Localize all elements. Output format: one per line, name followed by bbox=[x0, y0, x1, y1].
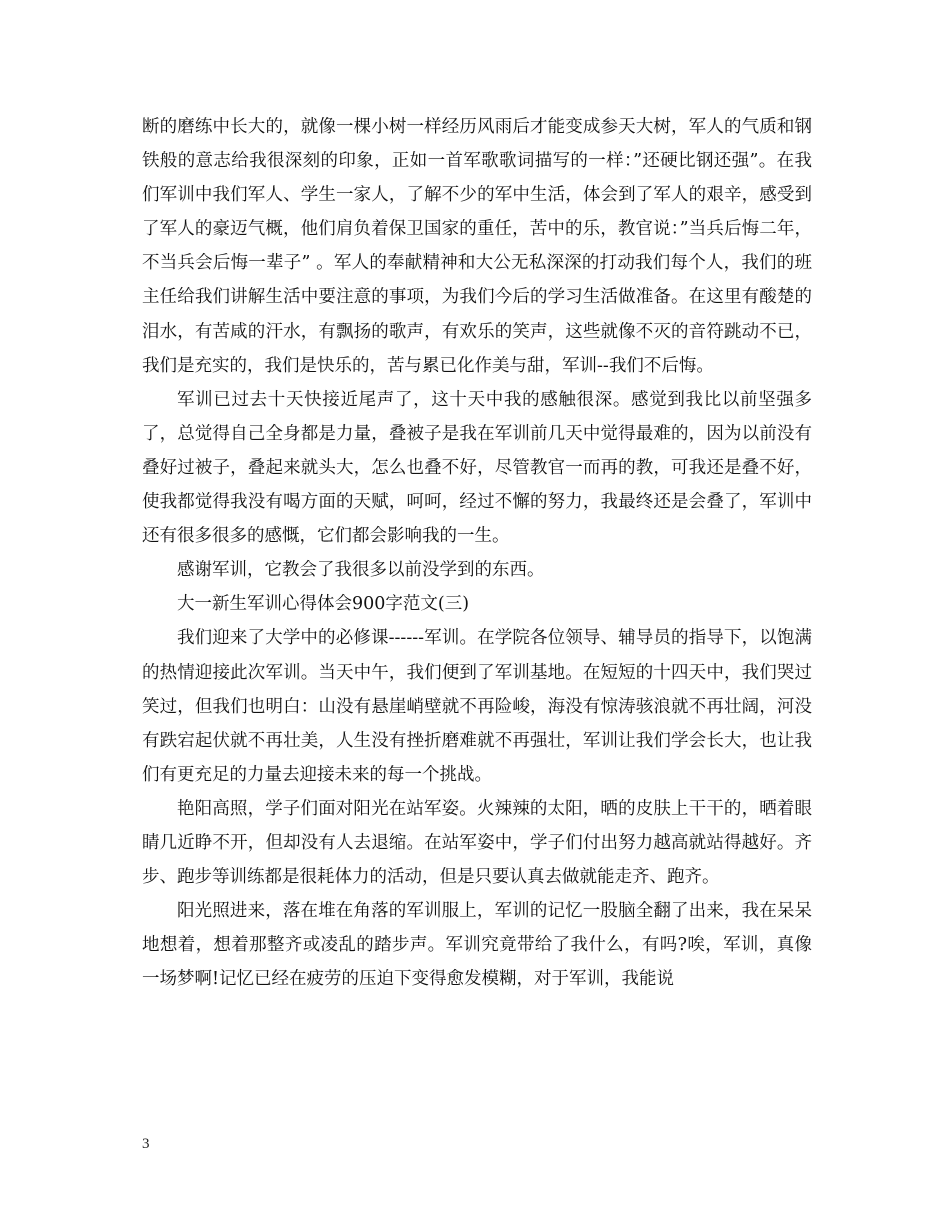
paragraph-continuation: 断的磨练中长大的，就像一棵小树一样经历风雨后才能变成参天大树，军人的气质和钢铁般的意志给我很深刻的印象，正如一首军歌歌词描写的一样：”还硬比钢还强”。在我们军训中我们军人、学生一家人，了解不少的军中生活，体会到了军人的艰辛，感受到了军人的豪迈气概，他们肩负着保卫国家的重任，苦中的乐，教官说：”当兵后悔二年，不当兵会后悔一辈子” 。军人的奉献精神和大公无私深深的打动我们每个人，我们的班主任给我们讲解生活中要注意的事项，为我们今后的学习生活做准备。在这里有酸楚的泪水，有苦咸的汗水，有飘扬的歌声，有欢乐的笑声，这些就像不灭的音符跳动不已，我们是充实的，我们是快乐的，苦与累已化作美与甜，军训--我们不后悔。 bbox=[142, 117, 812, 376]
page-number: 3 bbox=[142, 1136, 150, 1152]
paragraph-memory: 阳光照进来，落在堆在角落的军训服上，军训的记忆一股脑全翻了出来，我在呆呆地想着，想着那整齐或凌乱的踏步声。军训究竟带给了我什么，有吗?唉，军训，真像一场梦啊!记忆已经在疲劳的压迫下变得愈发模糊，对于军训，我能说 bbox=[142, 901, 812, 990]
paragraph-sunshine: 艳阳高照，学子们面对阳光在站军姿。火辣辣的太阳，晒的皮肤上干干的，晒着眼睛几近睁不开，但却没有人去退缩。在站军姿中，学子们付出努力越高就站得越好。齐步、跑步等训练都是很耗体力的活动，但是只要认真去做就能走齐、跑齐。 bbox=[142, 798, 812, 888]
paragraph-ten-days: 军训已过去十天快接近尾声了，这十天中我的感触很深。感觉到我比以前坚强多了，总觉得自己全身都是力量，叠被子是我在军训前几天中觉得最难的，因为以前没有叠好过被子，叠起来就头大，怎么也叠不好，尽管教官一而再的教，可我还是叠不好，使我都觉得我没有喝方面的天赋，呵呵，经过不懈的努力，我最终还是会叠了，军训中还有很多很多的感慨，它们都会影响我的一生。 bbox=[142, 389, 812, 547]
section-heading: 大一新生军训心得体会900字范文(三) bbox=[177, 594, 470, 615]
paragraph-required-course: 我们迎来了大学中的必修课------军训。在学院各位领导、辅导员的指导下，以饱满的热情迎接此次军训。当天中午，我们便到了军训基地。在短短的十四天中，我们哭过笑过，但我们也明白：山没有悬崖峭壁就不再险峻，海没有惊涛骇浪就不再壮阔，河没有跌宕起伏就不再壮美，人生没有挫折磨难就不再强壮，军训让我们学会长大，也让我们有更充足的力量去迎接未来的每一个挑战。 bbox=[142, 628, 812, 785]
paragraph-thanks: 感谢军训，它教会了我很多以前没学到的东西。 bbox=[177, 560, 545, 581]
document-body bbox=[142, 110, 812, 996]
